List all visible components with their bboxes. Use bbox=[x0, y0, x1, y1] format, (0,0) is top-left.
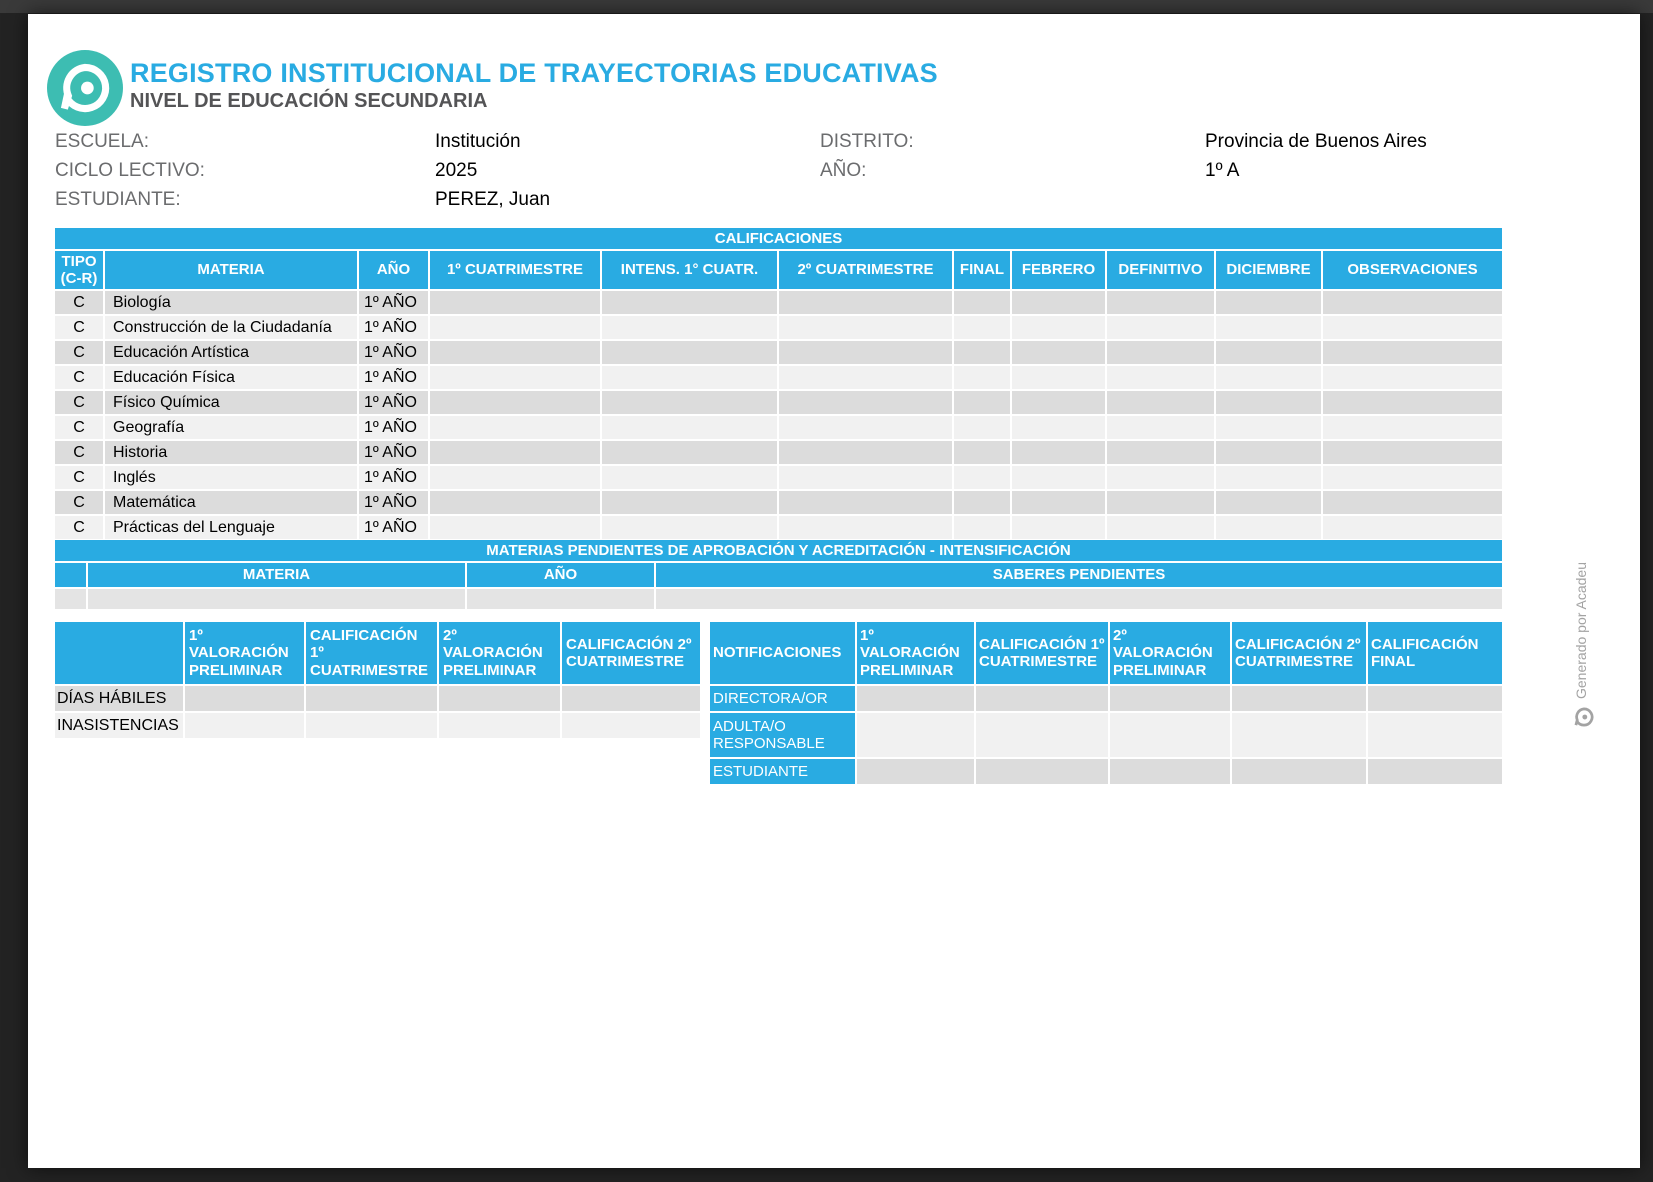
tipo-cell: C bbox=[55, 316, 103, 339]
materia-cell: Historia bbox=[105, 441, 357, 464]
escuela-value: Institución bbox=[435, 131, 521, 152]
materia-cell: Geografía bbox=[105, 416, 357, 439]
column-header-observaciones: OBSERVACIONES bbox=[1323, 251, 1502, 289]
anio-cell: 1º AÑO bbox=[359, 466, 428, 489]
grade-cell-2-cuatrimestre bbox=[779, 366, 952, 389]
grade-cell-2-cuatrimestre bbox=[779, 391, 952, 414]
anio-value: 1º A bbox=[1205, 160, 1240, 181]
grade-cell-final bbox=[954, 341, 1010, 364]
materias-pendientes-title-bar: MATERIAS PENDIENTES DE APROBACIÓN Y ACREDITACIÓN - INTENSIFICACIÓN bbox=[55, 540, 1502, 561]
grade-cell-definitivo bbox=[1107, 316, 1214, 339]
column-header-not-1-valoracion: 1º VALORACIÓN PRELIMINAR bbox=[857, 622, 974, 684]
column-header-2-cuatrimestre: 2º CUATRIMESTRE bbox=[779, 251, 952, 289]
grade-cell-definitivo bbox=[1107, 416, 1214, 439]
tipo-cell: C bbox=[55, 391, 103, 414]
grade-cell-definitivo bbox=[1107, 491, 1214, 514]
grade-cell-1-cuatrimestre bbox=[430, 416, 600, 439]
grade-cell-observaciones bbox=[1323, 441, 1502, 464]
subject-row bbox=[55, 316, 1502, 339]
calificaciones-table bbox=[55, 228, 1502, 539]
column-header-not-calif-final: CALIFICACIÓN FINAL bbox=[1368, 622, 1502, 684]
grade-cell-2-cuatrimestre bbox=[779, 341, 952, 364]
inasistencias-row bbox=[55, 713, 700, 738]
grade-cell-definitivo bbox=[1107, 341, 1214, 364]
dias-habiles-row bbox=[55, 686, 700, 711]
generated-by-watermark: Generado por Acadeu bbox=[1573, 562, 1589, 699]
pend-empty-cell bbox=[656, 589, 1502, 609]
ciclo-lectivo-value: 2025 bbox=[435, 160, 478, 181]
grade-cell-diciembre bbox=[1216, 441, 1321, 464]
grade-cell-febrero bbox=[1012, 466, 1105, 489]
subject-row bbox=[55, 491, 1502, 514]
column-header-final: FINAL bbox=[954, 251, 1010, 289]
materias-pendientes-header-row bbox=[55, 563, 1502, 587]
grade-cell-febrero bbox=[1012, 391, 1105, 414]
grade-cell-observaciones bbox=[1323, 341, 1502, 364]
grade-cell-1-cuatrimestre bbox=[430, 391, 600, 414]
grade-cell-diciembre bbox=[1216, 516, 1321, 539]
grade-cell-febrero bbox=[1012, 416, 1105, 439]
anio-cell: 1º AÑO bbox=[359, 391, 428, 414]
adulto-responsable-cell bbox=[857, 713, 974, 757]
pend-empty-cell bbox=[55, 589, 86, 609]
column-header-1-cuatrimestre: 1º CUATRIMESTRE bbox=[430, 251, 600, 289]
grade-cell-febrero bbox=[1012, 316, 1105, 339]
adulto-responsable-row bbox=[710, 713, 1502, 757]
adulto-responsable-label: ADULTA/O RESPONSABLE bbox=[710, 713, 855, 757]
grade-cell-febrero bbox=[1012, 341, 1105, 364]
grade-cell-1-cuatrimestre bbox=[430, 491, 600, 514]
inasistencias-label: INASISTENCIAS bbox=[55, 713, 183, 738]
grade-cell-1-cuatrimestre bbox=[430, 366, 600, 389]
directora-cell bbox=[857, 686, 974, 711]
info-row bbox=[55, 127, 1502, 156]
grade-cell-2-cuatrimestre bbox=[779, 316, 952, 339]
grade-cell-intensificacion bbox=[602, 316, 777, 339]
grade-cell-intensificacion bbox=[602, 416, 777, 439]
grade-cell-2-cuatrimestre bbox=[779, 491, 952, 514]
escuela-label: ESCUELA: bbox=[55, 131, 149, 152]
adulto-responsable-cell bbox=[976, 713, 1108, 757]
pend-empty-cell bbox=[88, 589, 465, 609]
asistencia-table bbox=[55, 620, 700, 738]
grade-cell-intensificacion bbox=[602, 441, 777, 464]
document-subtitle: NIVEL DE EDUCACIÓN SECUNDARIA bbox=[130, 90, 488, 112]
grade-cell-1-cuatrimestre bbox=[430, 291, 600, 314]
grade-cell-intensificacion bbox=[602, 366, 777, 389]
inasistencias-cell bbox=[439, 713, 560, 738]
materia-cell: Educación Física bbox=[105, 366, 357, 389]
subject-row bbox=[55, 291, 1502, 314]
grade-cell-2-cuatrimestre bbox=[779, 416, 952, 439]
materia-cell: Construcción de la Ciudadanía bbox=[105, 316, 357, 339]
notificaciones-table bbox=[710, 620, 1502, 784]
grade-cell-observaciones bbox=[1323, 291, 1502, 314]
materia-cell: Prácticas del Lenguaje bbox=[105, 516, 357, 539]
estudiante-notif-cell bbox=[1232, 759, 1366, 784]
anio-cell: 1º AÑO bbox=[359, 366, 428, 389]
grade-cell-febrero bbox=[1012, 516, 1105, 539]
materias-pendientes-table bbox=[55, 540, 1502, 609]
viewer-top-strip bbox=[0, 0, 1653, 13]
column-header-intensificacion: INTENS. 1° CUATR. bbox=[602, 251, 777, 289]
column-header-calificacion-2-cuatrimestre: CALIFICACIÓN 2º CUATRIMESTRE bbox=[562, 622, 700, 684]
tipo-cell: C bbox=[55, 366, 103, 389]
grade-cell-1-cuatrimestre bbox=[430, 466, 600, 489]
column-header-diciembre: DICIEMBRE bbox=[1216, 251, 1321, 289]
dias-habiles-cell bbox=[306, 686, 437, 711]
estudiante-value: PEREZ, Juan bbox=[435, 189, 551, 210]
adulto-responsable-cell bbox=[1110, 713, 1230, 757]
column-header-pend-anio: AÑO bbox=[467, 563, 654, 587]
ciclo-lectivo-label: CICLO LECTIVO: bbox=[55, 160, 205, 181]
grade-cell-intensificacion bbox=[602, 491, 777, 514]
subject-row bbox=[55, 441, 1502, 464]
subject-row bbox=[55, 391, 1502, 414]
tipo-cell: C bbox=[55, 466, 103, 489]
dias-habiles-cell bbox=[185, 686, 304, 711]
grade-cell-diciembre bbox=[1216, 491, 1321, 514]
grade-cell-final bbox=[954, 291, 1010, 314]
calificaciones-rows bbox=[55, 291, 1502, 539]
asistencia-corner-cell bbox=[55, 622, 183, 684]
inasistencias-cell bbox=[185, 713, 304, 738]
calificaciones-title-bar: CALIFICACIONES bbox=[55, 228, 1502, 249]
directora-cell bbox=[976, 686, 1108, 711]
column-header-not-2-valoracion: 2º VALORACIÓN PRELIMINAR bbox=[1110, 622, 1230, 684]
column-header-saberes-pendientes: SABERES PENDIENTES bbox=[656, 563, 1502, 587]
grade-cell-observaciones bbox=[1323, 491, 1502, 514]
directora-cell bbox=[1232, 686, 1366, 711]
column-header-calificacion-1-cuatrimestre: CALIFICACIÓN 1º CUATRIMESTRE bbox=[306, 622, 437, 684]
info-row bbox=[55, 185, 1502, 214]
grade-cell-final bbox=[954, 391, 1010, 414]
grade-cell-1-cuatrimestre bbox=[430, 441, 600, 464]
grade-cell-final bbox=[954, 366, 1010, 389]
grade-cell-1-cuatrimestre bbox=[430, 316, 600, 339]
grade-cell-intensificacion bbox=[602, 466, 777, 489]
materia-cell: Educación Artística bbox=[105, 341, 357, 364]
tipo-cell: C bbox=[55, 341, 103, 364]
grade-cell-diciembre bbox=[1216, 391, 1321, 414]
grade-cell-definitivo bbox=[1107, 366, 1214, 389]
materia-cell: Matemática bbox=[105, 491, 357, 514]
grade-cell-intensificacion bbox=[602, 516, 777, 539]
grade-cell-febrero bbox=[1012, 366, 1105, 389]
grade-cell-diciembre bbox=[1216, 291, 1321, 314]
estudiante-notif-cell bbox=[1110, 759, 1230, 784]
subject-row bbox=[55, 416, 1502, 439]
column-header-not-calif-1-cuatrimestre: CALIFICACIÓN 1º CUATRIMESTRE bbox=[976, 622, 1108, 684]
subject-row bbox=[55, 341, 1502, 364]
grade-cell-febrero bbox=[1012, 491, 1105, 514]
anio-cell: 1º AÑO bbox=[359, 316, 428, 339]
document-page bbox=[28, 14, 1640, 1168]
column-header-materia: MATERIA bbox=[105, 251, 357, 289]
acadeu-watermark-icon bbox=[1571, 704, 1597, 730]
grade-cell-2-cuatrimestre bbox=[779, 441, 952, 464]
materias-pendientes-empty-row bbox=[55, 589, 1502, 609]
dias-habiles-label: DÍAS HÁBILES bbox=[55, 686, 183, 711]
adulto-responsable-cell bbox=[1232, 713, 1366, 757]
grade-cell-1-cuatrimestre bbox=[430, 341, 600, 364]
adulto-responsable-cell bbox=[1368, 713, 1502, 757]
grade-cell-diciembre bbox=[1216, 316, 1321, 339]
grade-cell-intensificacion bbox=[602, 391, 777, 414]
grade-cell-observaciones bbox=[1323, 391, 1502, 414]
acadeu-logo-icon bbox=[47, 50, 123, 126]
grade-cell-final bbox=[954, 516, 1010, 539]
grade-cell-diciembre bbox=[1216, 366, 1321, 389]
materia-cell: Inglés bbox=[105, 466, 357, 489]
grade-cell-definitivo bbox=[1107, 291, 1214, 314]
anio-cell: 1º AÑO bbox=[359, 341, 428, 364]
directora-cell bbox=[1110, 686, 1230, 711]
calificaciones-header-row bbox=[55, 251, 1502, 289]
directora-label: DIRECTORA/OR bbox=[710, 686, 855, 711]
column-header-2-valoracion-preliminar: 2º VALORACIÓN PRELIMINAR bbox=[439, 622, 560, 684]
grade-cell-intensificacion bbox=[602, 291, 777, 314]
anio-cell: 1º AÑO bbox=[359, 441, 428, 464]
materia-cell: Biología bbox=[105, 291, 357, 314]
materia-cell: Físico Química bbox=[105, 391, 357, 414]
grade-cell-observaciones bbox=[1323, 466, 1502, 489]
inasistencias-cell bbox=[306, 713, 437, 738]
asistencia-header-row bbox=[55, 622, 700, 684]
anio-cell: 1º AÑO bbox=[359, 291, 428, 314]
column-header-not-calif-2-cuatrimestre: CALIFICACIÓN 2º CUATRIMESTRE bbox=[1232, 622, 1366, 684]
estudiante-row bbox=[710, 759, 1502, 784]
grade-cell-diciembre bbox=[1216, 416, 1321, 439]
grade-cell-final bbox=[954, 416, 1010, 439]
grade-cell-2-cuatrimestre bbox=[779, 516, 952, 539]
anio-label: AÑO: bbox=[820, 160, 867, 181]
subject-row bbox=[55, 466, 1502, 489]
subject-row bbox=[55, 366, 1502, 389]
grade-cell-febrero bbox=[1012, 291, 1105, 314]
anio-cell: 1º AÑO bbox=[359, 491, 428, 514]
student-info bbox=[55, 127, 1502, 214]
grade-cell-final bbox=[954, 316, 1010, 339]
grade-cell-2-cuatrimestre bbox=[779, 466, 952, 489]
grade-cell-final bbox=[954, 466, 1010, 489]
grade-cell-intensificacion bbox=[602, 341, 777, 364]
grade-cell-1-cuatrimestre bbox=[430, 516, 600, 539]
document-title: REGISTRO INSTITUCIONAL DE TRAYECTORIAS EDUCATIVAS bbox=[130, 58, 938, 88]
grade-cell-final bbox=[954, 441, 1010, 464]
column-header-pend-materia: MATERIA bbox=[88, 563, 465, 587]
grade-cell-definitivo bbox=[1107, 441, 1214, 464]
directora-cell bbox=[1368, 686, 1502, 711]
distrito-value: Provincia de Buenos Aires bbox=[1205, 131, 1427, 152]
tipo-cell: C bbox=[55, 416, 103, 439]
column-header-definitivo: DEFINITIVO bbox=[1107, 251, 1214, 289]
anio-cell: 1º AÑO bbox=[359, 416, 428, 439]
grade-cell-definitivo bbox=[1107, 516, 1214, 539]
info-row bbox=[55, 156, 1502, 185]
column-header-anio: AÑO bbox=[359, 251, 428, 289]
dias-habiles-cell bbox=[562, 686, 700, 711]
grade-cell-definitivo bbox=[1107, 466, 1214, 489]
column-header-1-valoracion-preliminar: 1º VALORACIÓN PRELIMINAR bbox=[185, 622, 304, 684]
estudiante-notif-cell bbox=[857, 759, 974, 784]
grade-cell-observaciones bbox=[1323, 516, 1502, 539]
grade-cell-diciembre bbox=[1216, 466, 1321, 489]
pend-empty-cell bbox=[467, 589, 654, 609]
estudiante-label: ESTUDIANTE: bbox=[55, 189, 181, 210]
tipo-cell: C bbox=[55, 291, 103, 314]
column-header-febrero: FEBRERO bbox=[1012, 251, 1105, 289]
subject-row bbox=[55, 516, 1502, 539]
grade-cell-febrero bbox=[1012, 441, 1105, 464]
column-header-blank bbox=[55, 563, 86, 587]
dias-habiles-cell bbox=[439, 686, 560, 711]
distrito-label: DISTRITO: bbox=[820, 131, 914, 152]
notificaciones-header-row bbox=[710, 622, 1502, 684]
anio-cell: 1º AÑO bbox=[359, 516, 428, 539]
grade-cell-final bbox=[954, 491, 1010, 514]
estudiante-notif-cell bbox=[976, 759, 1108, 784]
tipo-cell: C bbox=[55, 491, 103, 514]
tipo-cell: C bbox=[55, 516, 103, 539]
grade-cell-2-cuatrimestre bbox=[779, 291, 952, 314]
column-header-notificaciones: NOTIFICACIONES bbox=[710, 622, 855, 684]
grade-cell-observaciones bbox=[1323, 366, 1502, 389]
column-header-tipo: TIPO (C-R) bbox=[55, 251, 103, 289]
directora-row bbox=[710, 686, 1502, 711]
estudiante-notif-cell bbox=[1368, 759, 1502, 784]
grade-cell-definitivo bbox=[1107, 391, 1214, 414]
grade-cell-observaciones bbox=[1323, 416, 1502, 439]
inasistencias-cell bbox=[562, 713, 700, 738]
grade-cell-observaciones bbox=[1323, 316, 1502, 339]
grade-cell-diciembre bbox=[1216, 341, 1321, 364]
estudiante-notif-label: ESTUDIANTE bbox=[710, 759, 855, 784]
tipo-cell: C bbox=[55, 441, 103, 464]
